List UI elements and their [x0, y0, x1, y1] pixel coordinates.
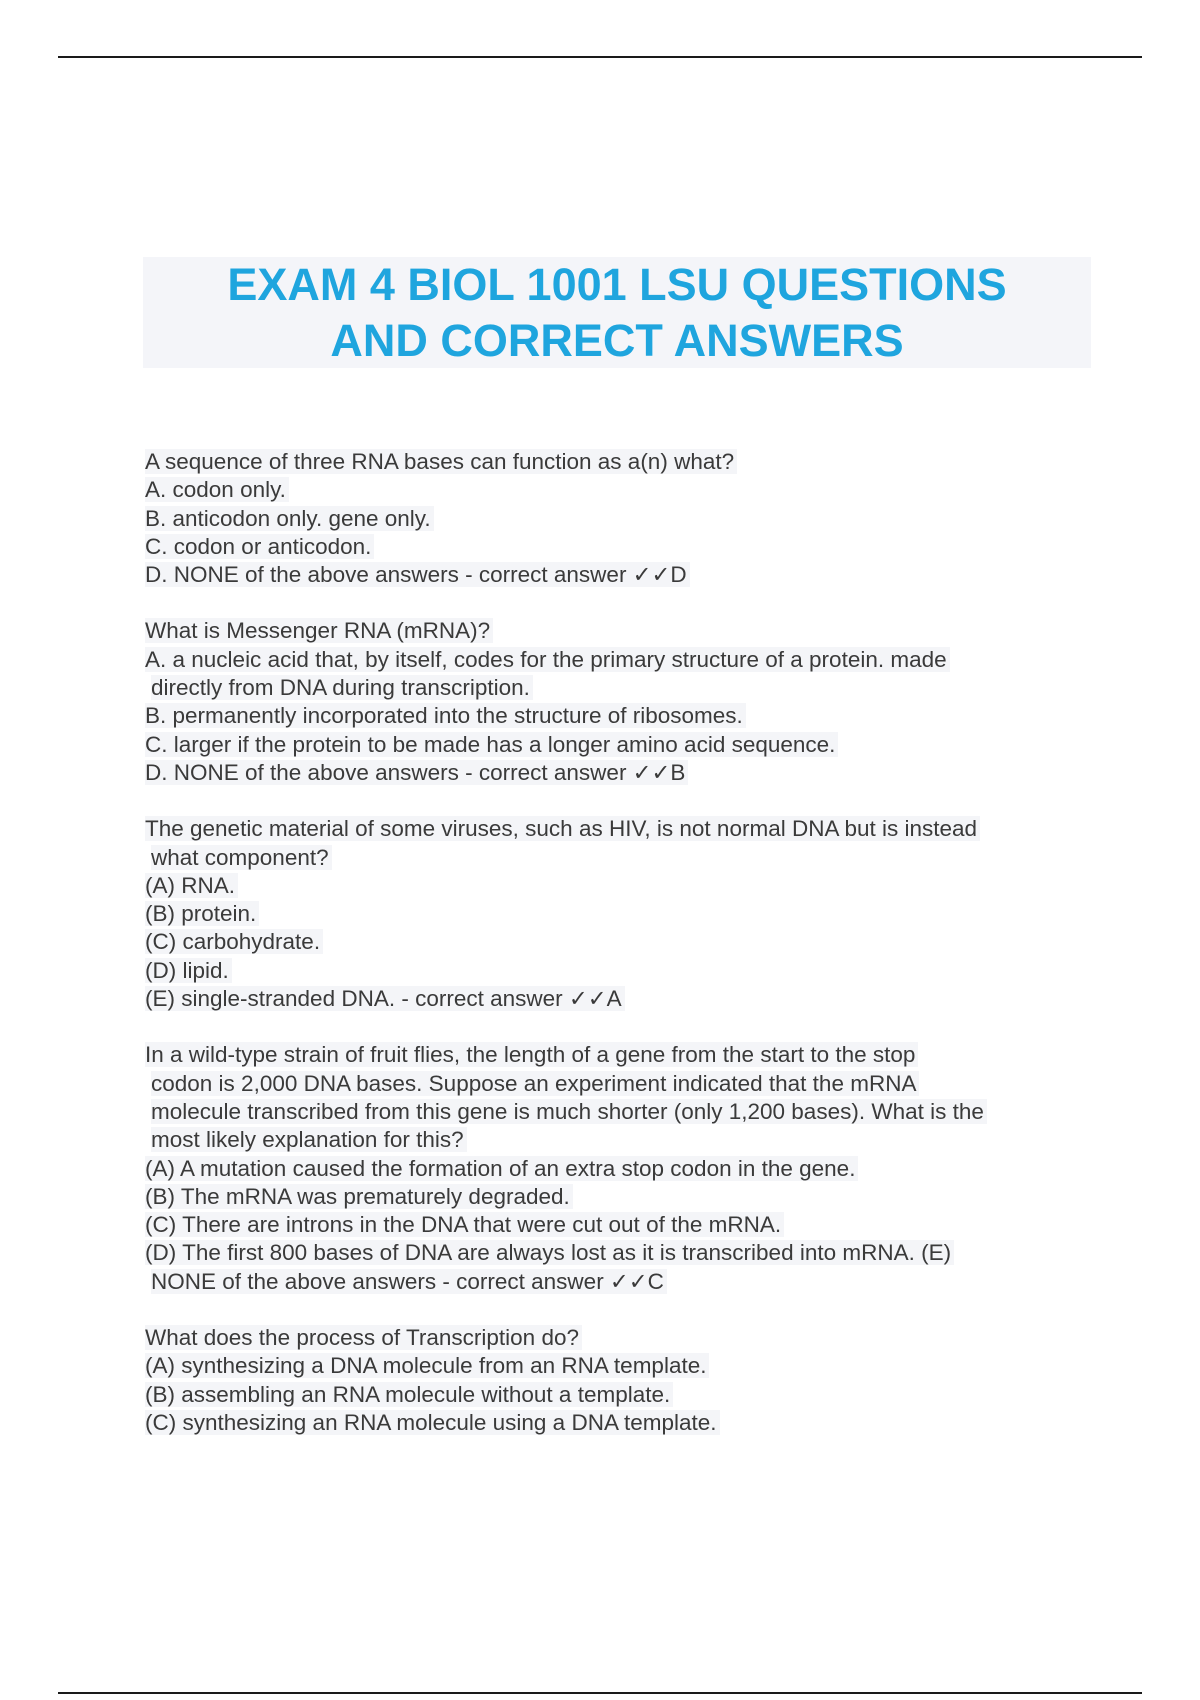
answer-option: (C) There are introns in the DNA that were cut out of the mRNA. — [145, 1212, 784, 1237]
question-text: What does the process of Transcription do? — [145, 1325, 582, 1350]
answer-option: (C) carbohydrate. — [145, 929, 323, 954]
answer-option: (A) RNA. — [145, 873, 238, 898]
question-text: The genetic material of some viruses, such as HIV, is not normal DNA but is instead — [145, 816, 980, 841]
question-block — [145, 617, 1095, 787]
answer-option-continuation: directly from DNA during transcription. — [151, 675, 533, 700]
answer-option: A. codon only. — [145, 477, 289, 502]
answer-option: C. codon or anticodon. — [145, 534, 374, 559]
answer-option: (B) assembling an RNA molecule without a template. — [145, 1382, 673, 1407]
question-text-continuation: what component? — [151, 845, 332, 870]
question-block — [145, 815, 1095, 1013]
answer-option: C. larger if the protein to be made has a longer amino acid sequence. — [145, 732, 838, 757]
question-text: A sequence of three RNA bases can function as a(n) what? — [145, 449, 737, 474]
answer-option: A. a nucleic acid that, by itself, codes for the primary structure of a protein. made — [145, 647, 950, 672]
answer-option: (D) The first 800 bases of DNA are always lost as it is transcribed into mRNA. (E) — [145, 1240, 954, 1265]
question-list — [145, 448, 1095, 1465]
answer-option: (B) The mRNA was prematurely degraded. — [145, 1184, 573, 1209]
question-text-continuation: molecule transcribed from this gene is much shorter (only 1,200 bases). What is the — [151, 1099, 987, 1124]
title-banner — [143, 257, 1091, 368]
answer-option: (B) protein. — [145, 901, 259, 926]
answer-option-with-correct-answer: (E) single-stranded DNA. - correct answer ✓✓A — [145, 986, 625, 1011]
answer-option-with-correct-answer: D. NONE of the above answers - correct answer ✓✓D — [145, 562, 690, 587]
question-text: In a wild-type strain of fruit flies, the length of a gene from the start to the stop — [145, 1042, 918, 1067]
document-title-line-2: AND CORRECT ANSWERS — [330, 314, 904, 366]
question-block — [145, 448, 1095, 589]
answer-option-with-correct-answer: NONE of the above answers - correct answer ✓✓C — [151, 1269, 667, 1294]
footer-rule — [58, 1692, 1142, 1694]
header-rule — [58, 56, 1142, 58]
answer-option: (D) lipid. — [145, 958, 232, 983]
question-text-continuation: codon is 2,000 DNA bases. Suppose an experiment indicated that the mRNA — [151, 1071, 919, 1096]
answer-option: B. permanently incorporated into the structure of ribosomes. — [145, 703, 746, 728]
answer-option: (C) synthesizing an RNA molecule using a DNA template. — [145, 1410, 720, 1435]
answer-option-with-correct-answer: D. NONE of the above answers - correct answer ✓✓B — [145, 760, 688, 785]
question-block — [145, 1324, 1095, 1437]
question-text-continuation: most likely explanation for this? — [151, 1127, 467, 1152]
answer-option: B. anticodon only. gene only. — [145, 506, 434, 531]
question-block — [145, 1041, 1095, 1296]
question-text: What is Messenger RNA (mRNA)? — [145, 618, 493, 643]
answer-option: (A) synthesizing a DNA molecule from an RNA template. — [145, 1353, 709, 1378]
answer-option: (A) A mutation caused the formation of an extra stop codon in the gene. — [145, 1156, 858, 1181]
document-title-line-1: EXAM 4 BIOL 1001 LSU QUESTIONS — [227, 258, 1007, 310]
